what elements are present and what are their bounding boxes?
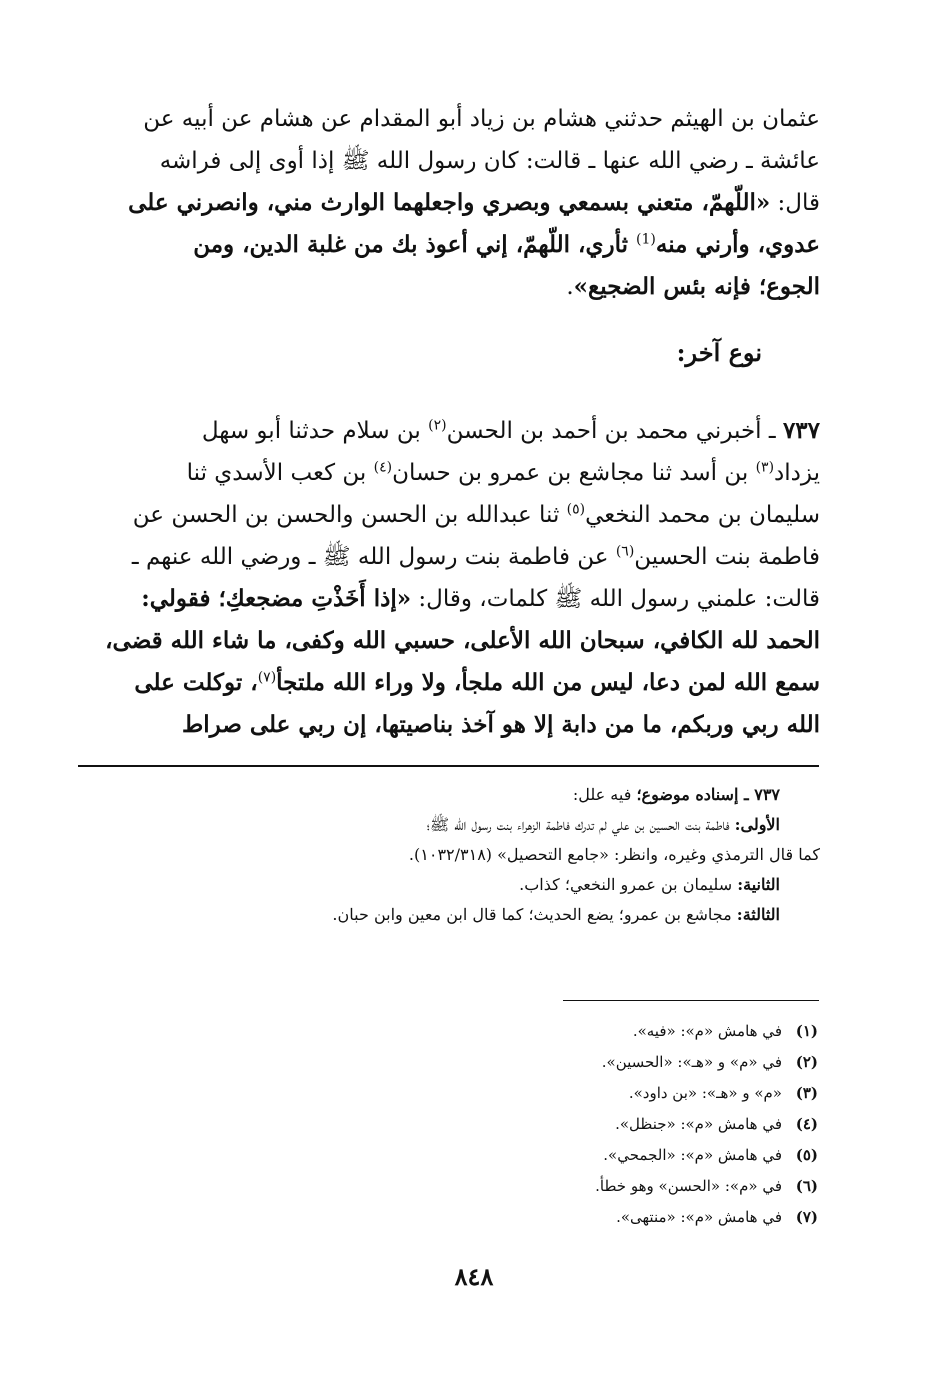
text-segment: عدوي، وأرني منه bbox=[655, 231, 820, 258]
footnote-text: «م» و «هـ»: «بن داود». bbox=[628, 1084, 782, 1102]
footnotes-list bbox=[595, 1016, 818, 1233]
text-segment: عن فاطمة بنت رسول الله ﷺ ـ ورضي الله عنهم ـ bbox=[131, 544, 616, 570]
text-segment: «إذا أَخَذْتِ مضجعكِ؛ فقولي: bbox=[141, 585, 412, 612]
text-line bbox=[78, 452, 820, 494]
text-line bbox=[78, 578, 820, 620]
text-segment: الجوع؛ فإنه بئس الضجيع» bbox=[573, 273, 820, 300]
footnote-item bbox=[595, 1047, 818, 1078]
footnote-number: (٣) bbox=[795, 1084, 818, 1102]
text-segment: سليمان بن عمرو النخعي؛ كذاب. bbox=[519, 875, 738, 894]
text-line bbox=[78, 182, 820, 224]
text-segment: مجاشع بن عمرو؛ يضع الحديث؛ كما قال ابن معين وابن حبان. bbox=[332, 905, 737, 924]
text-segment: الثانية: bbox=[737, 875, 780, 894]
text-line bbox=[78, 900, 820, 930]
text-segment: قال: bbox=[770, 190, 820, 216]
footnote-item bbox=[595, 1078, 818, 1109]
footnote-marker[interactable]: (1) bbox=[636, 231, 656, 248]
text-line bbox=[78, 98, 820, 140]
text-line bbox=[78, 494, 820, 536]
text-segment: ، توكلت على bbox=[134, 669, 258, 696]
text-segment: عائشة ـ رضي الله عنها ـ قالت: كان رسول الله ﷺ إذا أوى إلى فراشه bbox=[159, 148, 820, 174]
text-segment: يزداد bbox=[774, 460, 820, 486]
text-line bbox=[78, 140, 820, 182]
section-heading: نوع آخر: bbox=[676, 338, 762, 367]
footnote-marker[interactable]: (٦) bbox=[615, 543, 635, 560]
footnote-marker[interactable]: (٢) bbox=[428, 417, 447, 434]
text-segment: الثالثة: bbox=[736, 905, 780, 924]
text-segment: سليمان بن محمد النخعي bbox=[585, 502, 820, 528]
text-line bbox=[78, 870, 820, 900]
footnote-text: في هامش «م»: «منتهى». bbox=[616, 1208, 782, 1226]
text-line bbox=[78, 536, 820, 578]
top-text-block bbox=[78, 98, 820, 308]
footnote-item bbox=[595, 1171, 818, 1202]
text-segment: الأولى: bbox=[734, 815, 780, 834]
text-segment: قالت: علمني رسول الله ﷺ كلمات، وقال: bbox=[411, 586, 820, 612]
text-segment: ـ أخبرني محمد بن أحمد بن الحسن bbox=[446, 418, 783, 444]
text-line bbox=[78, 620, 820, 662]
text-segment: ٧٣٧ ـ إسناده موضوع؛ bbox=[636, 785, 780, 804]
commentary-divider bbox=[78, 765, 819, 767]
footnote-text: في هامش «م»: «الجمحي». bbox=[603, 1146, 782, 1164]
text-segment: كما قال الترمذي وغيره، وانظر: «جامع التحصيل» (١٠٣٢/٣١٨). bbox=[408, 845, 820, 864]
footnote-item bbox=[595, 1202, 818, 1233]
text-segment: بن أسد ثنا مجاشع بن عمرو بن حسان bbox=[392, 460, 756, 486]
footnote-text: في هامش «م»: «جنظل». bbox=[615, 1115, 782, 1133]
text-line bbox=[78, 704, 820, 746]
footnote-item bbox=[595, 1140, 818, 1171]
text-segment: عثمان بن الهيثم حدثني هشام بن زياد أبو المقدام عن هشام عن أبيه عن bbox=[143, 106, 820, 132]
footnote-marker[interactable]: (٤) bbox=[373, 459, 393, 476]
text-segment: بن سلام حدثنا أبو سهل bbox=[201, 418, 429, 444]
footnote-item bbox=[595, 1109, 818, 1140]
text-segment: الله ربي وربكم، ما من دابة إلا هو آخذ بناصيتها، إن ربي على صراط bbox=[181, 711, 820, 738]
text-segment: ٧٣٧ bbox=[782, 417, 820, 444]
text-line bbox=[78, 662, 820, 704]
footnote-marker[interactable]: (٧) bbox=[257, 669, 277, 686]
text-line bbox=[78, 266, 820, 308]
text-segment: ثنا عبدالله بن الحسن والحسن بن الحسن عن bbox=[132, 502, 567, 528]
text-segment: سمع الله لمن دعا، ليس من الله ملجأ، ولا وراء الله ملتجأ bbox=[276, 669, 820, 696]
text-segment: . bbox=[566, 274, 574, 300]
text-line bbox=[78, 410, 820, 452]
text-segment: ثأري، اللّهمّ، إني أعوذ بك من غلبة الدين، ومن bbox=[193, 231, 637, 258]
footnote-text: في «م» و «هـ»: «الحسين». bbox=[601, 1053, 782, 1071]
text-segment: الحمد لله الكافي، سبحان الله الأعلى، حسبي الله وكفى، ما شاء الله قضى، bbox=[105, 627, 820, 654]
footnote-text: في هامش «م»: «فيه». bbox=[632, 1022, 782, 1040]
text-line bbox=[78, 810, 820, 840]
hadith-text-block bbox=[78, 410, 820, 746]
text-segment: فاطمة بنت الحسين bbox=[634, 544, 820, 570]
page-number: ٨٤٨ bbox=[454, 1262, 494, 1291]
text-segment: فاطمة بنت الحسين بن علي لم تدرك فاطمة الزهراء بنت رسول الله ﷺ؛ bbox=[426, 815, 735, 834]
footnote-number: (٥) bbox=[795, 1146, 818, 1164]
footnote-text: في «م»: «الحسن» وهو خطأ. bbox=[595, 1177, 782, 1195]
footnote-number: (٢) bbox=[795, 1053, 818, 1071]
footnote-divider bbox=[563, 1000, 819, 1001]
text-line bbox=[78, 224, 820, 266]
text-line bbox=[78, 840, 820, 870]
footnote-number: (٤) bbox=[795, 1115, 818, 1133]
footnote-number: (٧) bbox=[795, 1208, 818, 1226]
text-segment: «اللّهمّ، متعني بسمعي وبصري واجعلهما الوارث مني، وانصرني على bbox=[128, 189, 771, 216]
footnote-number: (٦) bbox=[795, 1177, 818, 1195]
text-segment: فيه علل: bbox=[572, 785, 637, 804]
footnote-marker[interactable]: (٥) bbox=[566, 501, 586, 518]
footnote-marker[interactable]: (٣) bbox=[755, 459, 775, 476]
text-line bbox=[78, 780, 820, 810]
footnote-number: (١) bbox=[795, 1022, 818, 1040]
commentary-block bbox=[78, 780, 820, 930]
text-segment: بن كعب الأسدي ثنا bbox=[186, 460, 374, 486]
footnote-item bbox=[595, 1016, 818, 1047]
